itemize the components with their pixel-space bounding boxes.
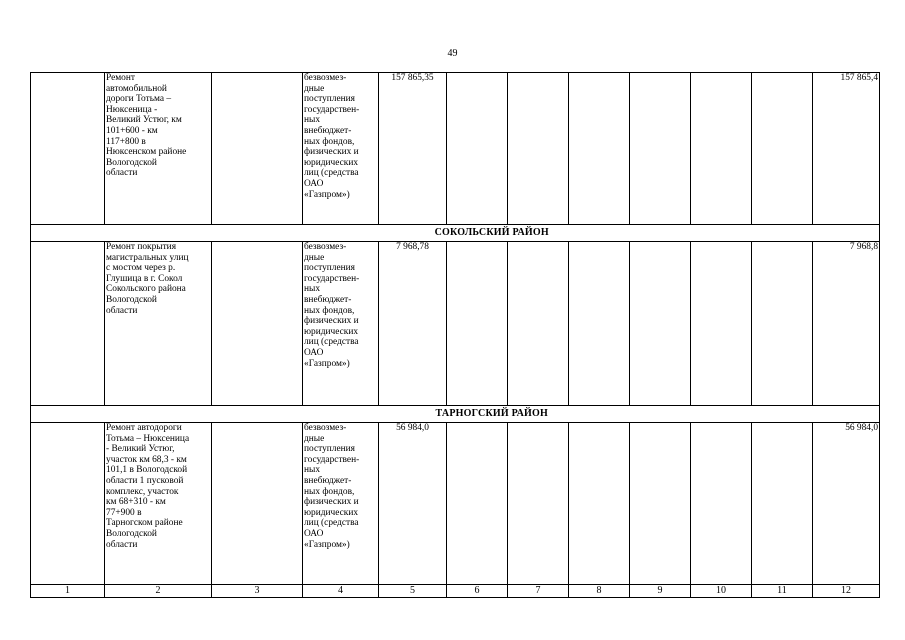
cell-col6 [447, 423, 508, 585]
object-name: Ремонт покрытия магистральных улиц с мостом через р. Глушица в г. Сокол Сокольского района Вологодской области [105, 242, 212, 406]
column-number: 8 [569, 585, 630, 598]
column-number: 12 [813, 585, 880, 598]
column-number: 6 [447, 585, 508, 598]
funding-source: безвозмез- дные поступления государствен- ных внебюджет- ных фондов, физических и юридических лиц (средства ОАО «Газпром») [303, 423, 379, 585]
section-title: ТАРНОГСКИЙ РАЙОН [105, 406, 880, 423]
total-value: 56 984,0 [813, 423, 880, 585]
amount-value: 56 984,0 [379, 423, 447, 585]
cell-col8 [569, 73, 630, 225]
cell-col1 [31, 73, 105, 225]
section-row [31, 225, 880, 242]
amount-value: 7 968,78 [379, 242, 447, 406]
column-number: 2 [105, 585, 212, 598]
cell-col8 [569, 242, 630, 406]
column-number: 1 [31, 585, 105, 598]
cell-col9 [630, 423, 691, 585]
cell-col10 [691, 73, 752, 225]
cell-col3 [212, 73, 303, 225]
table-row [31, 73, 880, 225]
cell-col1 [31, 242, 105, 406]
cell-col11 [752, 242, 813, 406]
section-blank [31, 406, 105, 423]
funding-source: безвозмез- дные поступления государствен- ных внебюджет- ных фондов, физических и юридических лиц (средства ОАО «Газпром») [303, 242, 379, 406]
cell-col11 [752, 73, 813, 225]
cell-col10 [691, 423, 752, 585]
cell-col9 [630, 73, 691, 225]
cell-col7 [508, 423, 569, 585]
column-number: 9 [630, 585, 691, 598]
table-row [31, 242, 880, 406]
cell-col6 [447, 242, 508, 406]
cell-col10 [691, 242, 752, 406]
cell-col6 [447, 73, 508, 225]
budget-table [30, 72, 880, 598]
page-number: 49 [447, 48, 458, 59]
funding-source: безвозмез- дные поступления государствен- ных внебюджет- ных фондов, физических и юридических лиц (средства ОАО «Газпром») [303, 73, 379, 225]
section-row [31, 406, 880, 423]
column-number: 3 [212, 585, 303, 598]
total-value: 157 865,4 [813, 73, 880, 225]
column-number: 4 [303, 585, 379, 598]
section-blank [31, 225, 105, 242]
column-number: 11 [752, 585, 813, 598]
column-number: 7 [508, 585, 569, 598]
total-value: 7 968,8 [813, 242, 880, 406]
cell-col7 [508, 73, 569, 225]
object-name: Ремонт автодороги Тотьма – Нюксеница - Великий Устюг, участок км 68,3 - км 101,1 в Вологодской области 1 пусковой комплекс, участок км 68+310 - км 77+900 в Тарногском районе Вологодской области [105, 423, 212, 585]
column-number-row [31, 585, 880, 598]
table-row [31, 423, 880, 585]
cell-col11 [752, 423, 813, 585]
object-name: Ремонт автомобильной дороги Тотьма – Нюксеница - Великий Устюг, км 101+600 - км 117+800 в Нюксенском районе Вологодской области [105, 73, 212, 225]
section-title: СОКОЛЬСКИЙ РАЙОН [105, 225, 880, 242]
cell-col9 [630, 242, 691, 406]
cell-col8 [569, 423, 630, 585]
cell-col1 [31, 423, 105, 585]
amount-value: 157 865,35 [379, 73, 447, 225]
cell-col3 [212, 423, 303, 585]
column-number: 10 [691, 585, 752, 598]
cell-col7 [508, 242, 569, 406]
column-number: 5 [379, 585, 447, 598]
cell-col3 [212, 242, 303, 406]
